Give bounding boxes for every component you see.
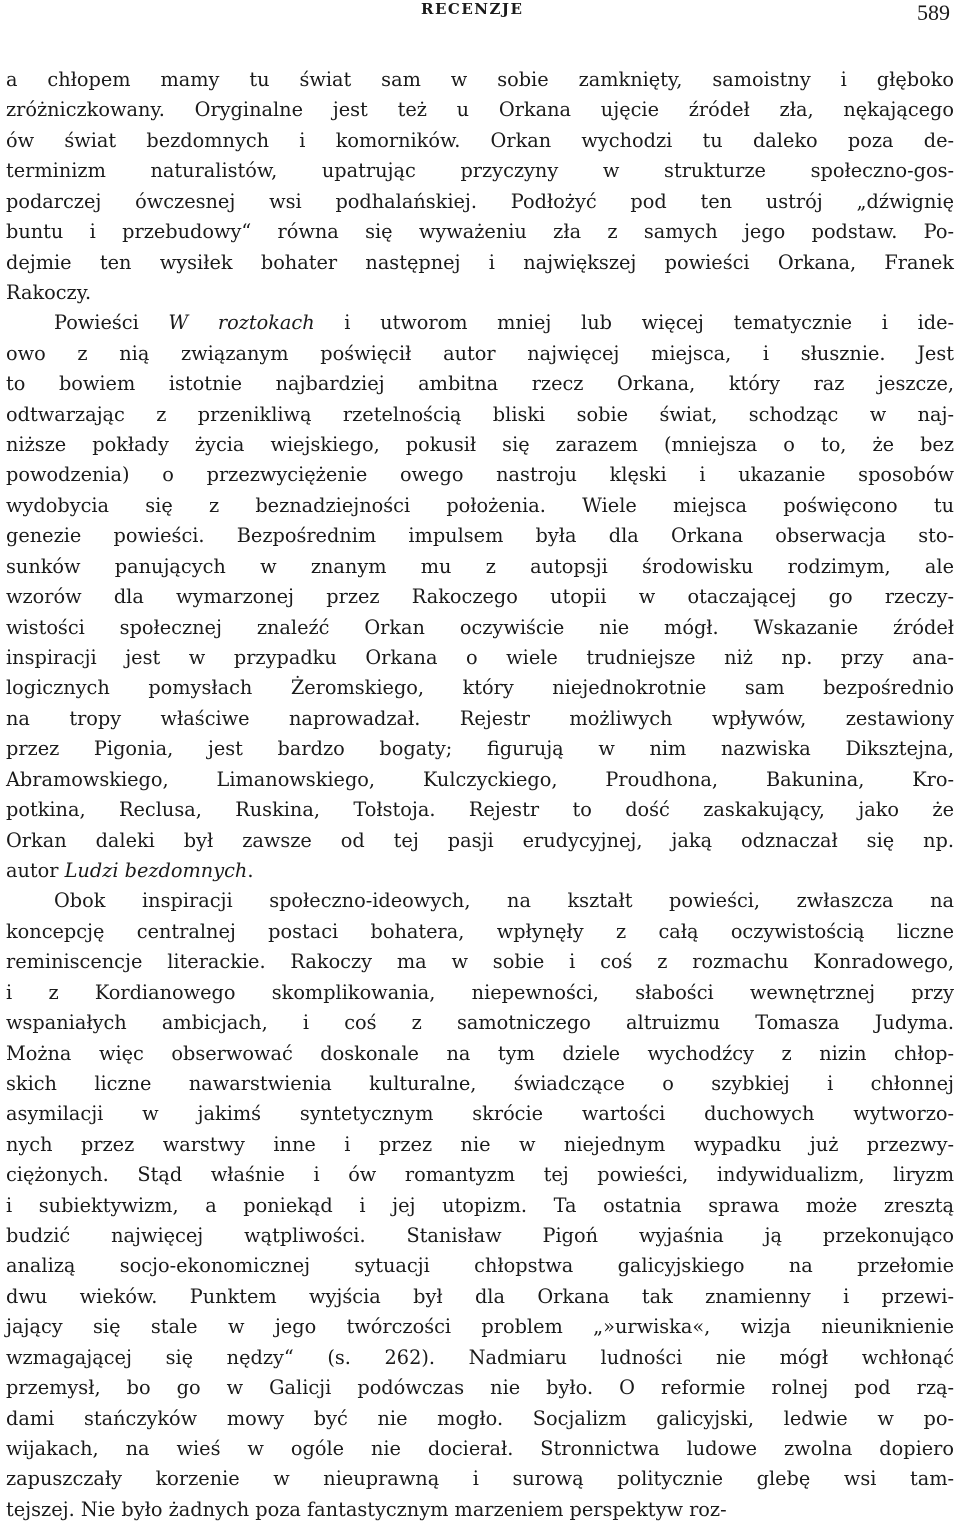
text-line: budzić najwięcej wątpliwości. Stanisław Pigoń wyjaśnia ją przekonująco bbox=[6, 1224, 954, 1248]
text-line: wzorów dla wymarzonej przez Rakoczego utopii w otaczającej go rzeczy- bbox=[6, 585, 954, 609]
text-line: zróżniczkowany. Oryginalne jest też u Orkana ujęcie źródeł zła, nękającego bbox=[6, 98, 954, 122]
text-line: niższe pokłady życia wiejskiego, pokusił się zarazem (mniejsza o to, że bez bbox=[6, 433, 954, 457]
text-line: powodzenia) o przezwyciężenie owego nastroju klęski i ukazanie sposobów bbox=[6, 463, 954, 487]
text-line: nych przez warstwy inne i przez nie w niejednym wypadku już przezwy- bbox=[6, 1132, 954, 1156]
text-line: wspaniałych ambicjach, i coś z samotniczego altruizmu Tomasza Judyma. bbox=[6, 1011, 954, 1035]
text-line: ciężonych. Stąd właśnie i ów romantyzm tej powieści, indywidualizm, liryzm bbox=[6, 1163, 954, 1187]
text-line: reminiscencje literackie. Rakoczy ma w sobie i coś z rozmachu Konradowego, bbox=[6, 950, 954, 974]
text-line: koncepcję centralnej postaci bohatera, wpłynęły z całą oczywistością liczne bbox=[6, 919, 954, 943]
text-line: i subiektywizm, a poniekąd i jej utopizm. Ta ostatnia sprawa może zresztą bbox=[6, 1193, 954, 1217]
paragraph bbox=[6, 886, 954, 1525]
text-line: na tropy właściwe naprowadzał. Rejestr możliwych wpływów, zestawiony bbox=[6, 706, 954, 730]
page-number: 589 bbox=[917, 0, 950, 25]
text-line: genezie powieści. Bezpośrednim impulsem była dla Orkana obserwacja sto- bbox=[6, 524, 954, 548]
text-line: buntu i przebudowy“ równa się wyważeniu zła z samych jego podstaw. Po- bbox=[6, 220, 954, 244]
text-line: jający się stale w jego twórczości problem „»urwiska«, wizja nieuniknienie bbox=[6, 1315, 954, 1339]
text-line: Rakoczy. bbox=[6, 280, 92, 304]
text-line: potkina, Reclusa, Ruskina, Tołstoja. Rejestr to dość zaskakujący, jako że bbox=[6, 798, 954, 822]
text-line: Abramowskiego, Limanowskiego, Kulczyckiego, Proudhona, Bakunina, Kro- bbox=[6, 767, 954, 791]
text-line: Obok inspiracji społeczno-ideowych, na kształt powieści, zwłaszcza na bbox=[54, 889, 954, 913]
text-line: i z Kordianowego skomplikowania, niepewności, słabości wewnętrznej przy bbox=[6, 980, 954, 1004]
work-title: W roztokach bbox=[168, 311, 315, 335]
text-line: tejszej. Nie było żadnych poza fantastycznym marzeniem perspektyw roz- bbox=[6, 1497, 727, 1521]
text-line: inspiracji jest w przypadku Orkana o wiele trudniejsze niż np. przy ana- bbox=[6, 646, 954, 670]
text-line: a chłopem mamy tu świat sam w sobie zamknięty, samoistny i głęboko bbox=[6, 68, 954, 91]
text-line: Można więc obserwować doskonale na tym dziele wychodźcy z nizin chłop- bbox=[6, 1041, 954, 1065]
work-title: Ludzi bezdomnych bbox=[64, 858, 248, 882]
text-line: dwu wieków. Punktem wyjścia był dla Orkana tak znamienny i przewi- bbox=[6, 1284, 954, 1308]
text-line: Orkan daleki był zawsze od tej pasji erudycyjnej, jaką odznaczał się np. bbox=[6, 828, 954, 852]
text-line: wydobycia się z beznadziejności położenia. Wiele miejsca poświęcono tu bbox=[6, 493, 954, 517]
text-line: sunków panujących w znanym mu z autopsji środowisku rodzimym, ale bbox=[6, 554, 954, 578]
text-line: wijakach, na wieś w ogóle nie docierał. Stronnictwa ludowe zwolna dopiero bbox=[6, 1436, 954, 1460]
text-line: terminizm naturalistów, upatrując przyczyny w strukturze społeczno-gos- bbox=[6, 159, 954, 183]
text-line: przez Pigonia, jest bardzo bogaty; figurują w nim nazwiska Dikszteјna, bbox=[6, 737, 954, 761]
paragraph bbox=[6, 65, 954, 308]
text-line: to bowiem istotnie najbardziej ambitna rzecz Orkana, który raz jeszcze, bbox=[6, 372, 954, 396]
text-line: autor Ludzi bezdomnych. bbox=[6, 858, 254, 882]
text-line: podarczej ówczesnej wsi podhalańskiej. Podłożyć pod ten ustrój „dźwignię bbox=[6, 189, 954, 213]
text-line: ów świat bezdomnych i komorników. Orkan wychodzi tu daleko poza de- bbox=[6, 128, 954, 152]
text-line: analizą socjo-ekonomicznej sytuacji chłopstwa galicyjskiego na przełomie bbox=[6, 1254, 954, 1278]
paragraph bbox=[6, 308, 954, 886]
text-line: asymilacji w jakimś syntetycznym skrócie wartości duchowych wytworzo- bbox=[6, 1102, 954, 1126]
text-line: Powieści W roztokach i utworom mniej lub więcej tematycznie i ide- bbox=[54, 311, 955, 335]
text-line: przemysł, bo go w Galicji podówczas nie było. O reformie rolnej pod rzą- bbox=[6, 1376, 954, 1400]
text-line: odtwarzając z przenikliwą rzetelnością bliski sobie świat, schodząc w naj- bbox=[6, 402, 954, 426]
text-line: wzmagającej się nędzy“ (s. 262). Nadmiaru ludności nie mógł wchłonąć bbox=[6, 1345, 954, 1369]
text-line: wistości społecznej znaleźć Orkan oczywiście nie mógł. Wskazanie źródeł bbox=[6, 615, 954, 639]
text-line: owo z nią związanym poświęcił autor najwięcej miejsca, i słusznie. Jest bbox=[6, 341, 954, 365]
text-line: zapuszczały korzenie w nieuprawną i surową polityczniе glebę wsi tam- bbox=[6, 1467, 954, 1491]
text-line: dejmie ten wysiłek bohater następnej i największej powieści Orkana, Franek bbox=[6, 250, 954, 274]
text-line: dami stańczyków mowy być nie mogło. Socjalizm galicyjski, ledwie w po- bbox=[6, 1406, 954, 1430]
running-head: RECENZJE bbox=[421, 0, 524, 18]
text-line: skich liczne nawarstwienia kulturalne, świadczące o szybkiej i chłonnej bbox=[6, 1071, 954, 1095]
text-line: logicznych pomysłach Żeromskiego, który niejednokrotnie sam bezpośrednio bbox=[6, 676, 954, 700]
article-body bbox=[6, 65, 954, 1525]
page-header bbox=[0, 0, 960, 30]
